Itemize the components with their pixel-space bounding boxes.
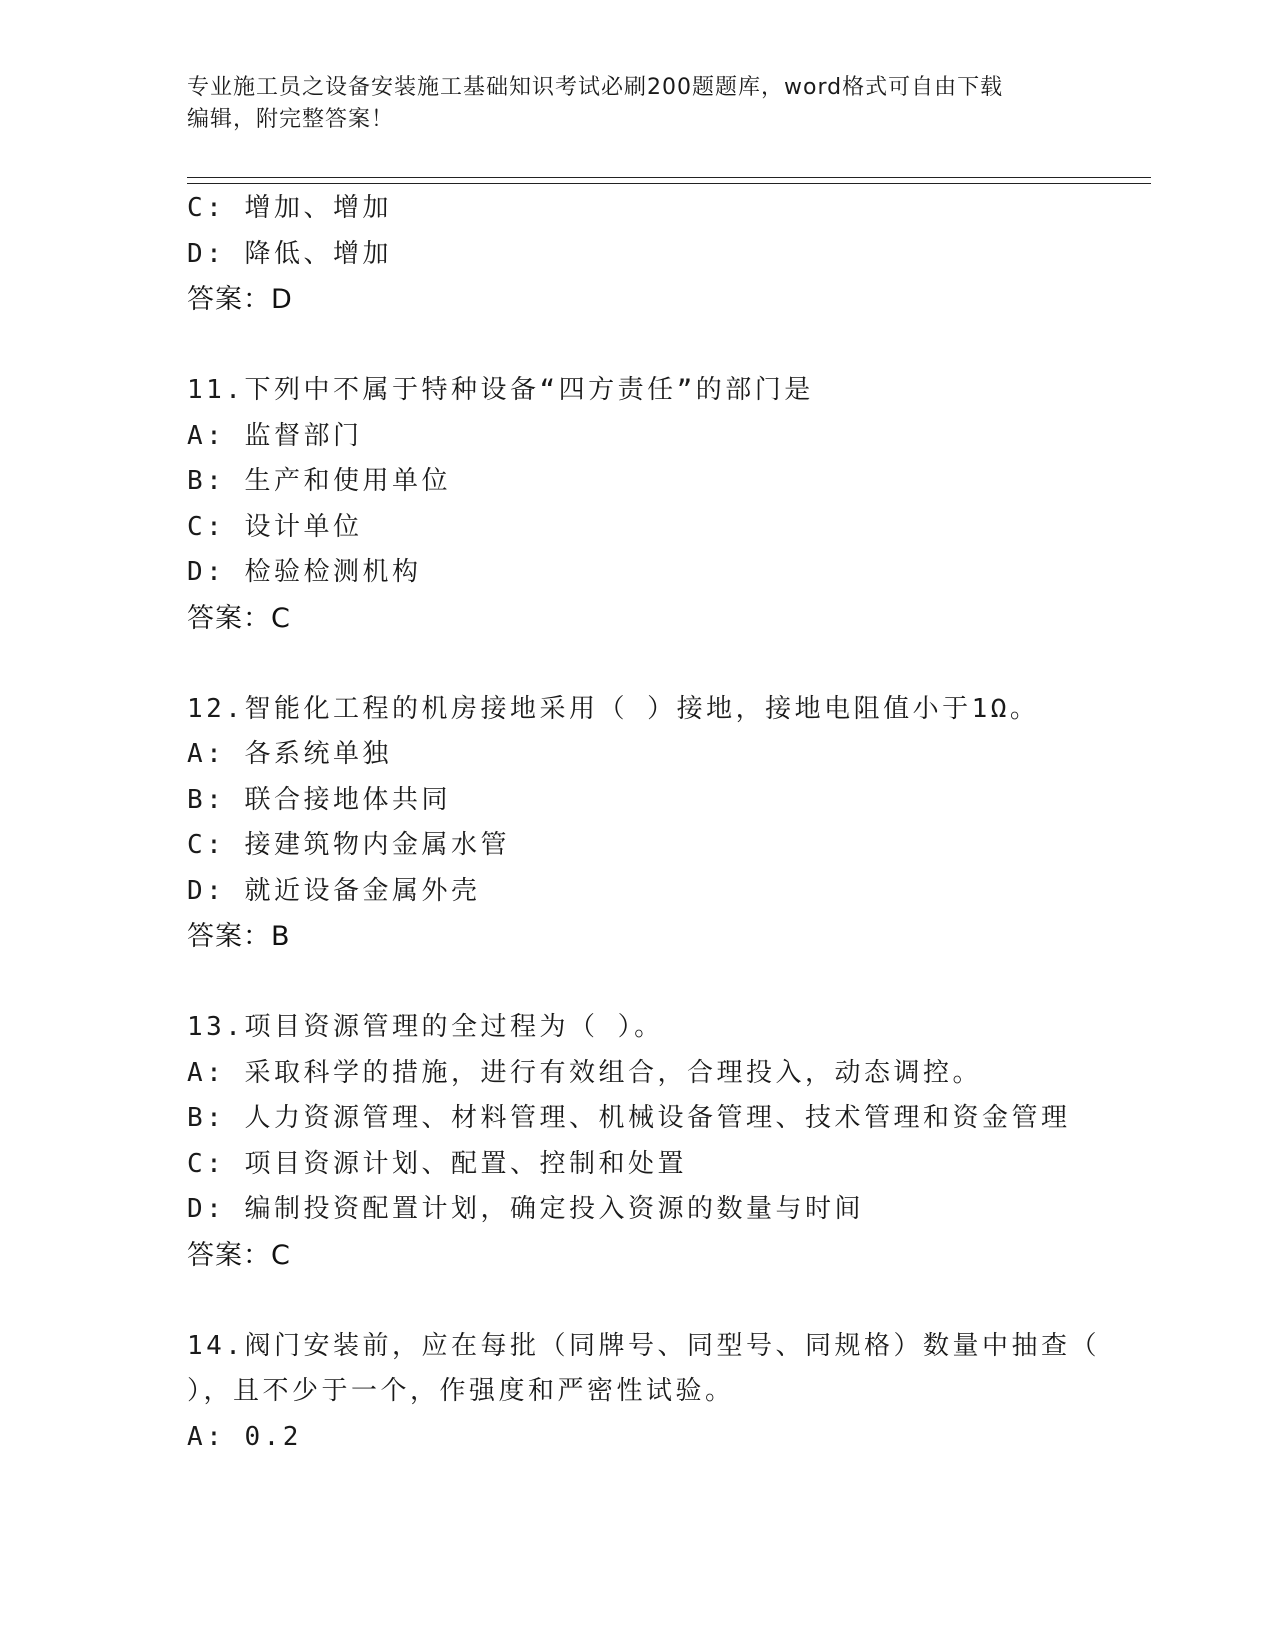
question-stem: 11.下列中不属于特种设备“四方责任”的部门是 bbox=[187, 375, 814, 405]
answer-line: 答案：D bbox=[187, 284, 293, 315]
question-stem-line-2: ），且不少于一个，作强度和严密性试验。 bbox=[187, 1376, 735, 1406]
question-12 bbox=[187, 687, 1087, 960]
option-d: D: 编制投资配置计划，确定投入资源的数量与时间 bbox=[187, 1194, 864, 1224]
option-a: A: 采取科学的措施，进行有效组合，合理投入，动态调控。 bbox=[187, 1057, 982, 1088]
question-stem: 12.智能化工程的机房接地采用（ ）接地，接地电阻值小于1Ω。 bbox=[187, 693, 1040, 724]
header-title-line-2: 编辑，附完整答案！ bbox=[187, 107, 395, 132]
option-d: D: 检验检测机构 bbox=[187, 557, 422, 587]
option-a: A: 监督部门 bbox=[187, 420, 363, 451]
answer-line: 答案：C bbox=[187, 602, 291, 634]
option-d: D: 就近设备金属外壳 bbox=[187, 875, 481, 906]
spacer bbox=[187, 1278, 1087, 1324]
option-c: C: 增加、增加 bbox=[187, 193, 392, 223]
question-14 bbox=[187, 1324, 1100, 1461]
option-b: B: 生产和使用单位 bbox=[187, 466, 451, 496]
option-a: A: 各系统单独 bbox=[187, 739, 392, 769]
question-11 bbox=[187, 368, 1087, 641]
option-a: A: 0.2 bbox=[187, 1421, 302, 1452]
option-b: B: 联合接地体共同 bbox=[187, 784, 451, 815]
question-stem: 13.项目资源管理的全过程为（ ）。 bbox=[187, 1012, 664, 1042]
option-b: B: 人力资源管理、材料管理、机械设备管理、技术管理和资金管理 bbox=[187, 1103, 1071, 1133]
option-c: C: 项目资源计划、配置、控制和处置 bbox=[187, 1148, 687, 1179]
document-header bbox=[187, 72, 1087, 136]
question-list bbox=[187, 186, 1100, 1460]
answer-line: 答案：B bbox=[187, 921, 291, 952]
spacer bbox=[187, 323, 1087, 369]
spacer bbox=[187, 960, 1087, 1006]
option-c: C: 接建筑物内金属水管 bbox=[187, 830, 510, 860]
header-divider-top bbox=[187, 177, 1151, 178]
answer-line: 答案：C bbox=[187, 1239, 291, 1271]
question-13 bbox=[187, 1005, 1087, 1278]
option-d: D: 降低、增加 bbox=[187, 238, 392, 269]
option-c: C: 设计单位 bbox=[187, 511, 363, 542]
header-title-line-1: 专业施工员之设备安装施工基础知识考试必刷200题题库，word格式可自由下载 bbox=[187, 75, 1004, 100]
question-stem-line-1: 14.阀门安装前，应在每批（同牌号、同型号、同规格）数量中抽查（ bbox=[187, 1330, 1100, 1361]
header-divider-bottom bbox=[187, 183, 1151, 184]
spacer bbox=[187, 641, 1087, 687]
question-10 bbox=[187, 186, 1087, 323]
